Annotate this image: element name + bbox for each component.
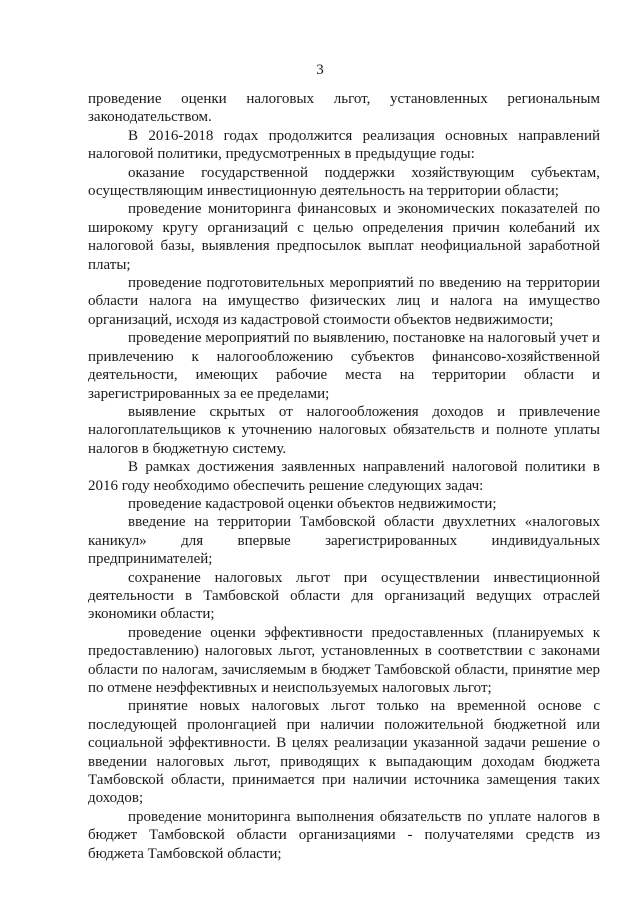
paragraph: сохранение налоговых льгот при осуществлении инвестиционной деятельности в Тамбовской области для организаций ведущих отраслей экономики области;: [88, 569, 600, 623]
document-body: [88, 90, 600, 863]
page-number: 3: [316, 62, 324, 78]
paragraph: проведение кадастровой оценки объектов недвижимости;: [128, 495, 497, 512]
paragraph: оказание государственной поддержки хозяйствующим субъектам, осуществляющим инвестиционную деятельность на территории области;: [88, 164, 600, 200]
paragraph: В рамках достижения заявленных направлений налоговой политики в 2016 году необходимо обеспечить решение следующих задач:: [88, 459, 600, 494]
paragraph: принятие новых налоговых льгот только на временной основе с последующей пролонгацией при наличии положительной бюджетной или социальной эффективности. В целях реализации указанной задачи решение о введении налоговых льгот, приводящих к выпадающим доходам бюджета Тамбовской области, принимается при наличии источника замещения таких доходов;: [88, 698, 600, 807]
paragraph: проведение мониторинга финансовых и экономических показателей по широкому кругу организаций с целью определения причин колебаний их налоговой базы, выявления предпосылок выплат неофициальной заработной платы;: [88, 201, 600, 273]
paragraph: проведение подготовительных мероприятий по введению на территории области налога на имущество физических лиц и налога на имущество организаций, исходя из кадастровой стоимости объектов недвижимости;: [88, 275, 600, 328]
paragraph: проведение оценки эффективности предоставленных (планируемых к предоставлению) налоговых льгот, установленных в соответствии с законами области по налогам, зачисляемым в бюджет Тамбовской области, принятие мер по отмене неэффективных и неиспользуемых налоговых льгот;: [88, 624, 600, 696]
paragraph: выявление скрытых от налогообложения доходов и привлечение налогоплательщиков к уточнению налоговых обязательств и полноте уплаты налогов в бюджетную систему.: [88, 403, 600, 457]
paragraph: проведение мониторинга выполнения обязательств по уплате налогов в бюджет Тамбовской области организациями - получателями средств из бюджета Тамбовской области;: [88, 808, 600, 862]
paragraph: В 2016-2018 годах продолжится реализация основных направлений налоговой политики, предусмотренных в предыдущие годы:: [88, 127, 600, 163]
paragraph: проведение оценки налоговых льгот, установленных региональным законодательством.: [88, 91, 600, 126]
paragraph: введение на территории Тамбовской области двухлетних «налоговых каникул» для впервые зарегистрированных индивидуальных предпринимателей;: [88, 514, 600, 568]
paragraph: проведение мероприятий по выявлению, постановке на налоговый учет и привлечению к налогообложению субъектов финансово-хозяйственной деятельности, имеющих рабочие места на территории области и зарегистрированных за ее пределами;: [88, 330, 600, 402]
